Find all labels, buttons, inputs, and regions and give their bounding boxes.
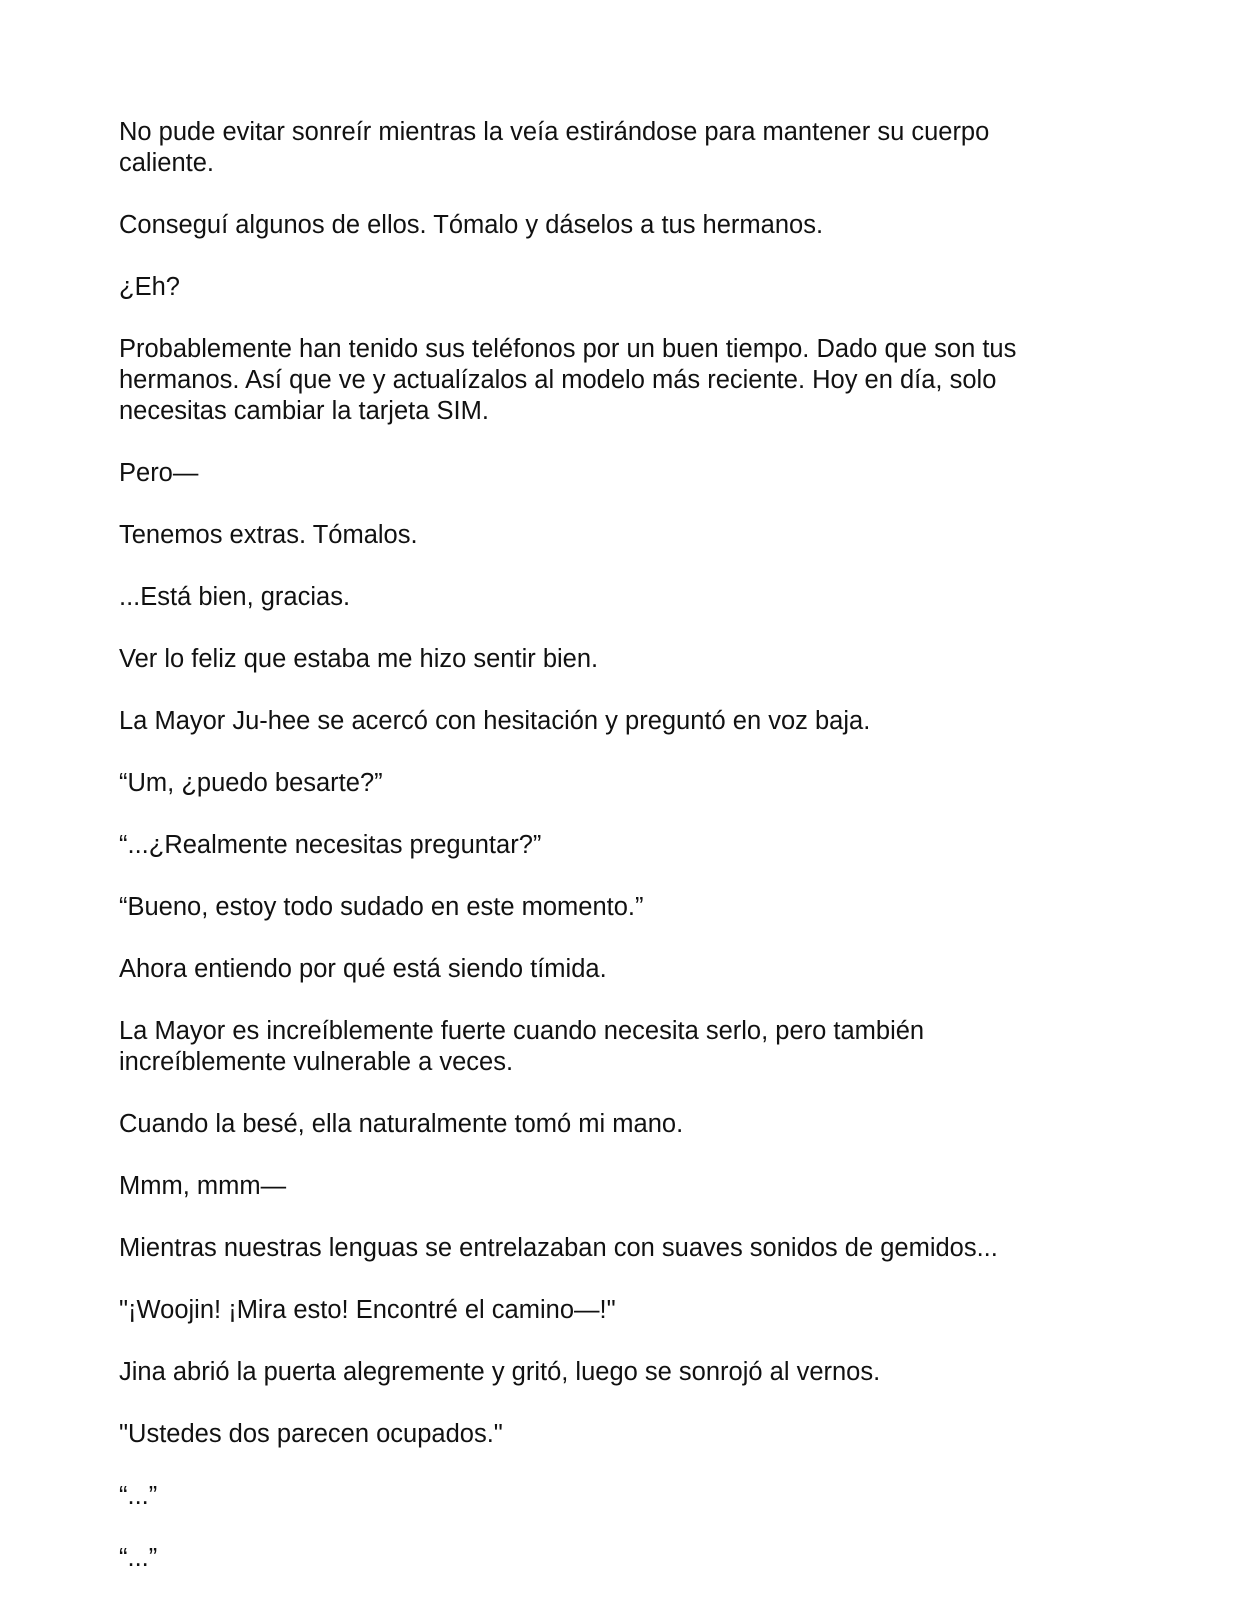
paragraph: ¿Eh? (119, 273, 180, 301)
document-body (119, 117, 1079, 1605)
paragraph: Cuando la besé, ella naturalmente tomó mi mano. (119, 1110, 684, 1138)
paragraph: ...Está bien, gracias. (119, 583, 351, 611)
paragraph: Ver lo feliz que estaba me hizo sentir bien. (119, 645, 599, 673)
paragraph: Jina abrió la puerta alegremente y gritó, luego se sonrojó al vernos. (119, 1358, 881, 1386)
paragraph: Conseguí algunos de ellos. Tómalo y dáselos a tus hermanos. (119, 211, 824, 239)
paragraph: Mientras nuestras lenguas se entrelazaban con suaves sonidos de gemidos... (119, 1234, 998, 1262)
paragraph: La Mayor Ju-hee se acercó con hesitación y preguntó en voz baja. (119, 707, 871, 735)
paragraph: “Um, ¿puedo besarte?” (119, 769, 383, 797)
paragraph: "Ustedes dos parecen ocupados." (119, 1420, 503, 1448)
paragraph: Pero— (119, 459, 199, 487)
paragraph: La Mayor es increíblemente fuerte cuando necesita serlo, pero también increíblemente vulnerable a veces. (119, 1017, 925, 1076)
paragraph: “...” (119, 1482, 158, 1510)
paragraph: “...¿Realmente necesitas preguntar?” (119, 831, 542, 859)
paragraph: “Bueno, estoy todo sudado en este momento.” (119, 893, 644, 921)
paragraph: No pude evitar sonreír mientras la veía estirándose para mantener su cuerpo caliente. (119, 118, 990, 177)
paragraph: Tenemos extras. Tómalos. (119, 521, 418, 549)
paragraph: “...” (119, 1544, 158, 1572)
paragraph: Mmm, mmm— (119, 1172, 287, 1200)
paragraph: "¡Woojin! ¡Mira esto! Encontré el camino—!" (119, 1296, 616, 1324)
paragraph: Probablemente han tenido sus teléfonos por un buen tiempo. Dado que son tus hermanos. Así que ve y actualízalos al modelo más reciente. Hoy en día, solo necesitas cambiar la tarjeta SIM. (119, 335, 1017, 425)
paragraph: Ahora entiendo por qué está siendo tímida. (119, 955, 607, 983)
